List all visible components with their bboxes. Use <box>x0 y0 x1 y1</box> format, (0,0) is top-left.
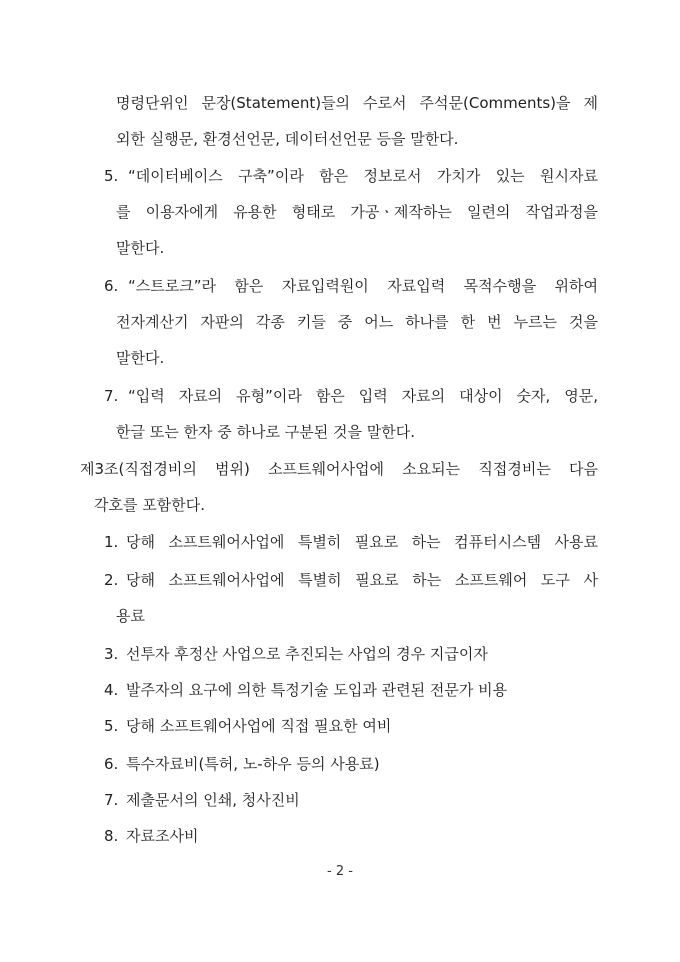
list-item: 용료 <box>116 607 145 625</box>
list-item: 당해 소프트웨어사업에 특별히 필요로 하는 소프트웨어 도구 사 <box>126 571 598 589</box>
list-item: 제출문서의 인쇄, 청사진비 <box>126 791 300 809</box>
list-number: 2. <box>104 571 119 589</box>
list-number: 8. <box>104 827 119 845</box>
list-item: 특수자료비(특허, 노-하우 등의 사용료) <box>126 755 380 773</box>
paragraph-line: 명령단위인 문장(Statement)들의 수로서 주석문(Comments)을 제 <box>116 94 598 112</box>
list-item: 당해 소프트웨어사업에 특별히 필요로 하는 컴퓨터시스템 사용료 <box>126 533 598 551</box>
item-line: 전자계산기 자판의 각종 키들 중 어느 하나를 한 번 누르는 것을 <box>116 313 598 331</box>
item-line: 말한다. <box>116 349 165 367</box>
paragraph-line: 외한 실행문, 환경선언문, 데이터선언문 등을 말한다. <box>116 130 459 148</box>
list-number: 6. <box>104 755 119 773</box>
list-number: 3. <box>104 645 119 663</box>
list-number: 5. <box>104 717 119 735</box>
list-item: 발주자의 요구에 의한 특정기술 도입과 관련된 전문가 비용 <box>126 681 508 699</box>
page-number: - 2 - <box>327 864 353 879</box>
item-line: 를 이용자에게 유용한 형태로 가공ㆍ제작하는 일련의 작업과정을 <box>116 203 598 221</box>
item-number: 7. <box>104 387 119 405</box>
item-line: “입력 자료의 유형”이라 함은 입력 자료의 대상이 숫자, 영문, <box>128 387 598 405</box>
list-item: 자료조사비 <box>126 827 199 845</box>
list-number: 4. <box>104 681 119 699</box>
item-line: “데이터베이스 구축”이라 함은 정보로서 가치가 있는 원시자료 <box>128 167 598 185</box>
list-item: 당해 소프트웨어사업에 직접 필요한 여비 <box>126 717 392 735</box>
list-number: 1. <box>104 533 119 551</box>
article-line: 각호를 포함한다. <box>94 496 205 514</box>
item-number: 5. <box>104 167 119 185</box>
list-number: 7. <box>104 791 119 809</box>
item-line: 한글 또는 한자 중 하나로 구분된 것을 말한다. <box>116 423 415 441</box>
item-number: 6. <box>104 277 119 295</box>
article-heading: 제3조(직접경비의 범위) 소프트웨어사업에 소요되는 직접경비는 다음 <box>80 460 598 478</box>
item-line: 말한다. <box>116 239 165 257</box>
item-line: “스트로크”라 함은 자료입력원이 자료입력 목적수행을 위하여 <box>128 277 598 295</box>
list-item: 선투자 후정산 사업으로 추진되는 사업의 경우 지급이자 <box>126 645 488 663</box>
